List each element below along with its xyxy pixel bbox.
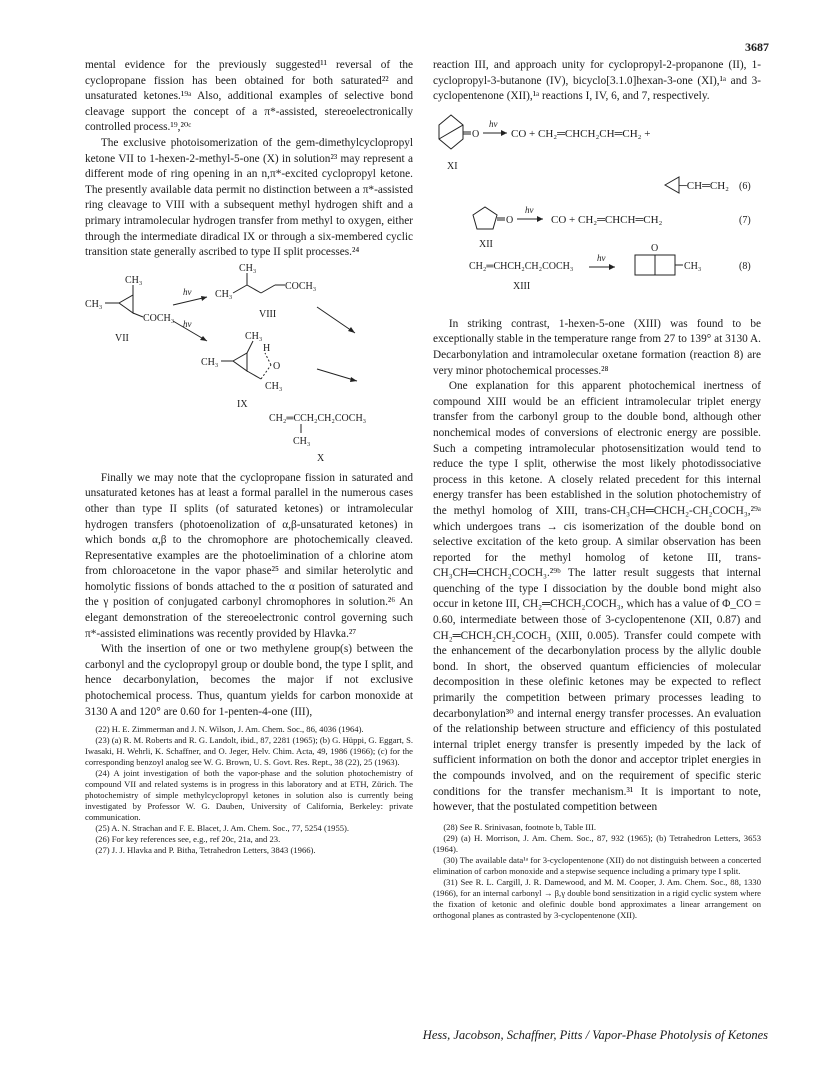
svg-text:VII: VII — [115, 332, 129, 344]
footnote: (25) A. N. Strachan and F. E. Blacet, J. Am. Chem. Soc., 77, 5254 (1955). — [95, 823, 350, 834]
paragraph: mental evidence for the previously suggested¹¹ reversal of the cyclopropane fission has been obtained for both saturated²² and unsaturated ketones.¹⁹ᵃ Also, additional examples of selective bond cleavage support the concept of a π*-assisted, stereoelectronically controlled process.¹⁹,²⁰ᶜ — [85, 59, 413, 134]
svg-text:(6): (6) — [739, 180, 751, 192]
svg-text:X: X — [317, 452, 325, 464]
svg-text:O: O — [506, 214, 514, 226]
equations — [433, 105, 763, 317]
footnote: (28) See R. Srinivasan, footnote b, Table III. — [443, 821, 597, 832]
paragraph: In striking contrast, 1-hexen-5-one (XIII) was found to be exceptionally stable in the temperature range from 27 to 139° at 3130 A. Decarbonylation and intramolecular oxetane formation (reaction 8) are very minor photochemical processes.²⁸ — [433, 317, 761, 377]
svg-text:CH₂═CCH₂CH₂COCH₃: CH₂═CCH₂CH₂COCH₃ — [269, 412, 367, 424]
paragraph: Finally we may note that the cyclopropane fission in saturated and unsaturated ketones has at least a formal parallel in the numerous cases other than type II splits (of saturated ketones) or intramolecular hydrogen transfers (photoenolization of α,β-unsaturated ketones) in which bonds α,β to the chromophore are photochemically cleaved. Representative examples are the photoelimination of a chlorine atom from chloroacetone in the vapor phase²⁵ and similar heterolytic and homolytic fissions of bonds attached to the α position of saturated and the γ position of conjugated carbonyl chromophores in solution.²⁶ An elegant demonstration of the stereoelectronic control governing such π*-assisted eliminations was recently provided by Hlavka.²⁷ — [85, 471, 413, 640]
svg-text:XII: XII — [479, 238, 493, 250]
svg-text:hν: hν — [183, 286, 192, 297]
paragraph: One explanation for this apparent photochemical inertness of compound XIII would be an efficient intramolecular triplet energy transfer from the carbonyl group to the double bond, although other nonchemical modes of conversions of electronic energy are possible. Such a competing intramolecular photosensitization would tend to reduce the type I split, otherwise the most likely photodissociative process in this ketone. A closely related precedent for this internal energy transfer has been established in the solution photochemistry of the methyl homolog of XIII, trans-CH₃CH═CHCH₂-CH₂COCH₃,²⁹ᵃ which undergoes trans → cis isomerization of the double bond on selective excitation of the keto group. A similar observation has been reported for the methyl homolog of ketone III, trans-CH₃CH═CHCH₂COCH₃.²⁹ᵇ The latter result suggests that internal quenching of the type I dissociation by the double bond might also occur in ketone III, CH₂═CHCH₂COCH₃, which has a value of Φ_CO = 0.60, intermediate between those of 3-cyclopentenone (XII, 0.87) and CH₂═CHCH₂CH₂COCH₃ (XIII, 0.005). Transfer could compete with the enhancement of the decarbonylation process by the allylic double bond. In short, the observed quantum efficiencies of molecular decomposition in these olefinic ketones may be expected to reflect primarily the competition between primary processes leading to decarbonylation³⁰ and internal energy transfer processes. An evaluation of the relationship between structure and efficiency of this postulated internal triplet energy transfer is presently impeded by the lack of sufficient information on both the donor and acceptor triplet energies in the compounds involved, and on the requirement of specific steric conditions for the transfer mechanism.³¹ It is important to note, however, that the postulated competition between — [433, 380, 761, 814]
footnote: (26) For key references see, e.g., ref 20c, 21a, and 23. — [95, 834, 281, 845]
footnote: (31) See R. L. Cargill, J. R. Damewood, and M. M. Cooper, J. Am. Chem. Soc., 88, 1330 (1966), for an internal carbonyl → β,γ double bond sensitization in a rigid cyclic system where the fixation of ketonic and olefinic double bond approximates a linear arrangement on orthogonal planes as contrasted by 3-cyclopentenone (XII). — [433, 876, 761, 920]
paragraph: The exclusive photoisomerization of the gem-dimethylcyclopropyl ketone VII to 1-hexen-2-methyl-5-one (X) in solution²³ may represent a different mode of ring opening in an n,π*-excited cyclopropyl ketone. The presently available data permit no distinction between a π*-assisted ring cleavage to VIII with a subsequent methyl hydrogen shift and a primary intramolecular hydrogen transfer from methyl to oxygen, either through the intermediate diradical IX or through a six-membered cyclic transition state generally ascribed to type II split processes.²⁴ — [85, 136, 413, 259]
compound-ix — [201, 331, 282, 410]
svg-text:(8): (8) — [739, 260, 751, 272]
svg-text:CH₃: CH₃ — [239, 262, 257, 274]
svg-text:CH₃: CH₃ — [201, 356, 219, 368]
footnote: (24) A joint investigation of both the vapor-phase and the solution photochemistry of compound VII and related systems is in progress in this laboratory and at ETH, Zürich. The photochemistry of simple methylcyclopropyl ketones in solution also is currently being investigated by Professor W. G. Dauben, University of California, Berkeley: private communication. — [85, 768, 413, 823]
svg-text:CH₃: CH₃ — [85, 298, 103, 310]
page-number: 3687 — [745, 40, 769, 54]
svg-text:IX: IX — [237, 398, 248, 410]
footnote: (22) H. E. Zimmerman and J. N. Wilson, J. Am. Chem. Soc., 86, 4036 (1964). — [95, 724, 364, 735]
equation-7 — [473, 205, 751, 250]
svg-text:hν: hν — [597, 252, 606, 263]
compound-x — [269, 413, 366, 464]
svg-text:H: H — [263, 342, 271, 354]
svg-text:CH₂═CHCH₂CH₂COCH₃: CH₂═CHCH₂CH₂COCH₃ — [469, 260, 574, 272]
reaction-scheme — [85, 261, 413, 471]
svg-text:CH₃: CH₃ — [265, 380, 283, 392]
svg-text:hν: hν — [525, 204, 534, 215]
svg-text:hν: hν — [183, 318, 192, 329]
svg-text:VIII: VIII — [259, 308, 277, 320]
svg-text:COCH₃: COCH₃ — [285, 280, 317, 292]
svg-text:CH₃: CH₃ — [245, 330, 263, 342]
svg-text:(7): (7) — [739, 214, 751, 226]
equation-8 — [469, 243, 751, 292]
equations-drawing — [433, 105, 763, 317]
svg-text:O: O — [651, 242, 659, 254]
svg-text:hν: hν — [489, 118, 498, 129]
right-column — [433, 58, 761, 921]
left-column — [85, 58, 413, 856]
svg-text:XIII: XIII — [513, 280, 531, 292]
svg-text:CO + CH₂═CHCH═CH₂: CO + CH₂═CHCH═CH₂ — [551, 213, 663, 226]
paragraph: With the insertion of one or two methylene group(s) between the carbonyl and the cyclopropyl group or double bond, the type I split, and hence decarbonylation, becomes the major if not exclusive photochemical process. Thus, quantum yields for carbon monoxide at 3130 A and 120° are 0.60 for 1-penten-4-one (III), — [85, 643, 413, 718]
svg-text:COCH₃: COCH₃ — [143, 312, 175, 324]
svg-text:O: O — [273, 360, 281, 372]
svg-text:CH₃: CH₃ — [215, 288, 233, 300]
footnote: (29) (a) H. Morrison, J. Am. Chem. Soc., 87, 932 (1965); (b) Tetrahedron Letters, 3653 (1964). — [433, 832, 761, 854]
svg-text:CO + CH₂═CHCH₂CH═CH₂ +: CO + CH₂═CHCH₂CH═CH₂ + — [511, 127, 651, 140]
footnotes — [85, 724, 413, 856]
svg-text:XI: XI — [447, 160, 458, 172]
running-footer: Hess, Jacobson, Schaffner, Pitts / Vapor-Phase Photolysis of Ketones — [422, 1028, 768, 1042]
compound-viii — [215, 263, 316, 320]
footnote: (27) J. J. Hlavka and P. Bitha, Tetrahedron Letters, 3843 (1966). — [95, 845, 316, 856]
footnote: (30) The available data¹ᵃ for 3-cyclopentenone (XII) do not distinguish between a concerted elimination of carbon monoxide and a stepwise sequence including a primary type I split. — [433, 854, 761, 876]
paragraph: reaction III, and approach unity for cyclopropyl-2-propanone (II), 1-cyclopropyl-3-butanone (IV), bicyclo[3.1.0]hexan-3-one (XI),¹ᵃ and 3-cyclopentenone (XII),¹ᵃ reactions I, IV, 6, and 7, respectively. — [433, 59, 761, 103]
svg-text:CH₃: CH₃ — [684, 260, 702, 272]
footnote: (23) (a) R. M. Roberts and R. G. Landolt, ibid., 87, 2281 (1965); (b) G. Hüppi, G. Eggart, S. Iwasaki, H. Wehrli, K. Schaffner, and O. Jeger, Helv. Chim. Acta, 49, 1986 (1966); (c) for the corresponding benzoyl analog see W. G. Brown, U. S. Govt. Res. Rept., 38 (22), 25 (1963). — [85, 735, 414, 768]
svg-text:─CH═CH₂: ─CH═CH₂ — [679, 179, 729, 192]
equation-6 — [439, 115, 751, 193]
svg-text:CH₃: CH₃ — [293, 435, 311, 447]
scheme-drawing — [85, 261, 413, 471]
footnotes — [433, 822, 761, 921]
compound-vii — [85, 275, 174, 344]
svg-text:O: O — [472, 128, 480, 140]
svg-text:CH₃: CH₃ — [125, 274, 143, 286]
